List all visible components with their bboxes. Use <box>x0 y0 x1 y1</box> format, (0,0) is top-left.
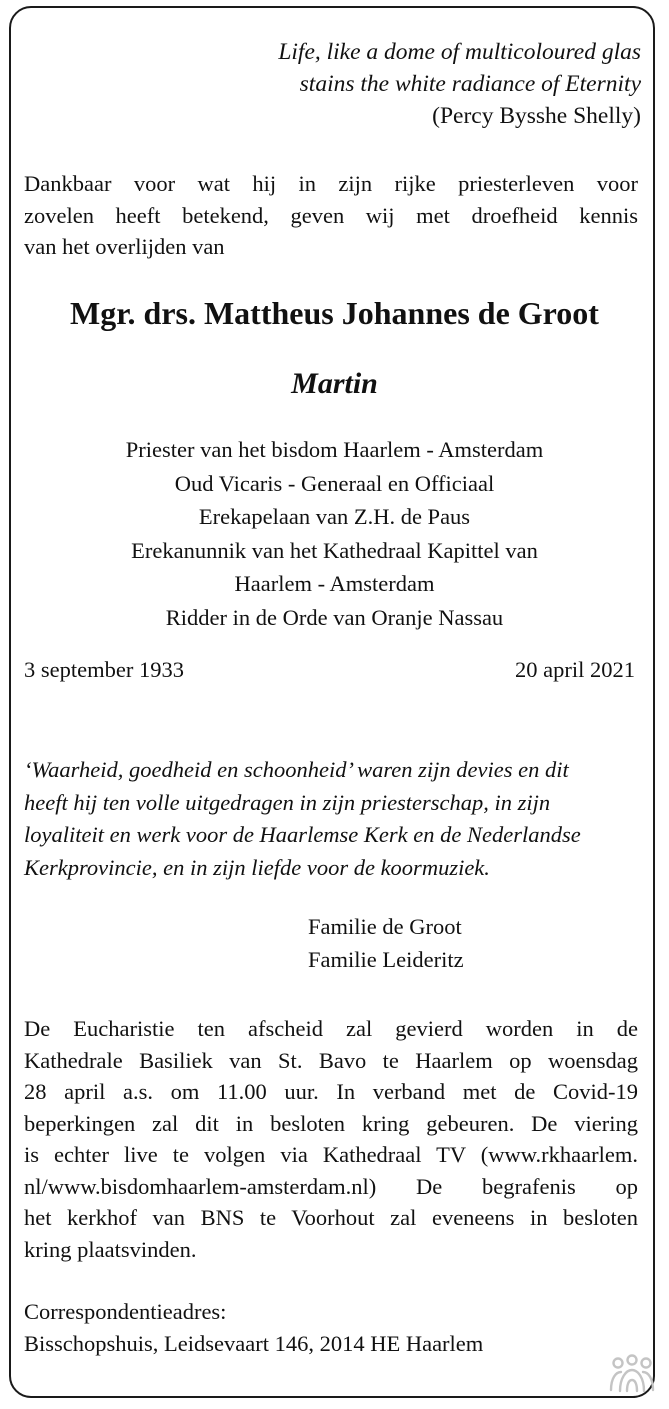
intro-line: Dankbaar voor wat hij in zijn rijke priesterleven voor <box>24 171 638 196</box>
service-line: kring plaatsvinden. <box>24 1236 197 1262</box>
motto-line: loyaliteit en werk voor de Haarlemse Kerk en de Nederlandse <box>24 822 581 847</box>
title-line: Ridder in de Orde van Oranje Nassau <box>165 604 504 630</box>
intro-line: van het overlijden van <box>24 234 225 259</box>
service-line: is echter live te volgen via Kathedraal TV (www.rkhaarlem. <box>24 1142 638 1167</box>
deceased-call-name: Martin <box>291 367 378 400</box>
epigraph <box>278 36 641 132</box>
service-line: 28 april a.s. om 11.00 uur. In verband met de Covid-19 <box>24 1079 638 1104</box>
correspondence-block <box>24 1296 483 1360</box>
people-group-icon <box>608 1354 656 1394</box>
intro-paragraph <box>24 168 638 263</box>
service-line: De Eucharistie ten afscheid zal gevierd worden in de <box>24 1016 638 1041</box>
titles-list <box>0 433 669 634</box>
family-line: Familie Leideritz <box>308 947 464 972</box>
service-line: Kathedrale Basiliek van St. Bavo te Haarlem op woensdag <box>24 1047 638 1073</box>
motto-line: heeft hij ten volle uitgedragen in zijn priesterschap, in zijn <box>24 789 551 815</box>
title-line: Haarlem - Amsterdam <box>234 571 435 596</box>
epigraph-source: (Percy Bysshe Shelly) <box>432 103 641 129</box>
title-line: Priester van het bisdom Haarlem - Amsterdam <box>125 437 544 462</box>
motto-line: Kerkprovincie, en in zijn liefde voor de koormuziek. <box>24 854 490 880</box>
service-line: beperkingen zal dit in besloten kring gebeuren. De viering <box>24 1110 638 1136</box>
birth-date: 3 september 1933 <box>24 657 184 682</box>
service-line: nl/www.bisdomhaarlem-amsterdam.nl) De begrafenis op <box>24 1173 638 1199</box>
service-line: het kerkhof van BNS te Voorhout zal eveneens in besloten <box>24 1205 638 1230</box>
family-signature <box>308 910 464 976</box>
motto-line: ‘Waarheid, goedheid en schoonheid’ waren zijn devies en dit <box>24 757 569 782</box>
title-line: Erekapelaan van Z.H. de Paus <box>198 504 471 529</box>
title-line: Erekanunnik van het Kathedraal Kapittel van <box>131 537 538 563</box>
correspondence-label: Correspondentieadres: <box>24 1299 227 1324</box>
death-date: 20 april 2021 <box>515 657 635 682</box>
intro-line: zovelen heeft betekend, geven wij met droefheid kennis <box>24 202 638 228</box>
correspondence-address: Bisschopshuis, Leidsevaart 146, 2014 HE Haarlem <box>24 1331 484 1356</box>
service-paragraph <box>24 1013 638 1265</box>
family-line: Familie de Groot <box>308 914 462 939</box>
epigraph-line: stains the white radiance of Eternity <box>299 71 641 97</box>
epigraph-line: Life, like a dome of multicoloured glas <box>278 39 641 65</box>
motto-paragraph <box>24 754 638 884</box>
deceased-full-name: Mgr. drs. Mattheus Johannes de Groot <box>70 295 599 331</box>
title-line: Oud Vicaris - Generaal en Officiaal <box>174 470 495 496</box>
